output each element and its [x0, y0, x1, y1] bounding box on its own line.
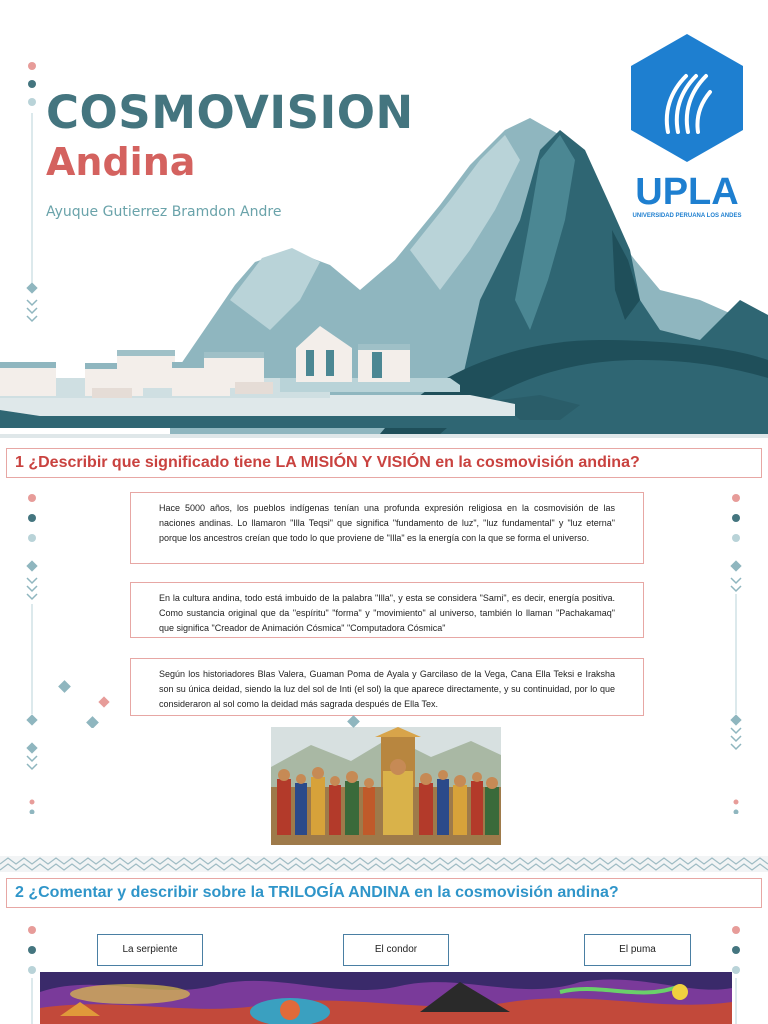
label-serpiente: La serpiente: [97, 934, 203, 966]
left-dots-decoration-2: [22, 494, 42, 814]
slide-question-1: [0, 438, 768, 856]
left-dots-decoration-3: [22, 926, 42, 1024]
svg-text:UNIVERSIDAD PERUANA LOS ANDES: UNIVERSIDAD PERUANA LOS ANDES: [632, 213, 742, 219]
inca-ceremony-painting: [271, 727, 501, 845]
slide-title: [0, 0, 768, 434]
andean-trilogy-mural: [40, 972, 732, 1024]
question-1-text: 1 ¿Describir que significado tiene LA MISIÓN Y VISIÓN en la cosmovisión andina?: [15, 454, 640, 471]
slide-divider-2: [0, 856, 768, 872]
question-1-bar: [6, 448, 762, 478]
left-dots-decoration: [22, 58, 42, 338]
question-2-bar: [6, 878, 762, 908]
label-condor: El condor: [343, 934, 449, 966]
svg-text:UPLA: UPLA: [635, 171, 739, 213]
presentation-title: COSMOVISION: [46, 86, 414, 139]
slide-question-2: [0, 872, 768, 1024]
author-name: Ayuque Gutierrez Bramdon Andre: [46, 204, 282, 220]
paragraph-box-1: Hace 5000 años, los pueblos indígenas tenían una profunda expresión religiosa en la cosmovisión de las naciones andinas. Lo llamaron "Illa Teqsi" que significa "fundamento de luz", "luz fundamental" y "luz eterna" porque los ancestros creían que todo lo que proviene de "Illa" es la energía con la que se forma el universo.: [130, 492, 644, 564]
paragraph-box-2: En la cultura andina, todo está imbuido de la palabra "Illa", y esta se considera "Sami", es decir, energía positiva. Como sustancia original que da "espíritu" "forma" y "movimiento" al universo, también lo llaman "Pachakamaq" que significa "Creador de Animación Cósmica" "Computadora Cósmica": [130, 582, 644, 638]
paragraph-box-3: Según los historiadores Blas Valera, Guaman Poma de Ayala y Garcilaso de la Vega, Cana Ella Teksi e Iraksha son su única deidad, siendo la luz del sol de Inti (el sol) la que aparece directamente, y su continuidad, por lo que consideraron al sol como la deidad más sagrada después de Ella Tex.: [130, 658, 644, 716]
pixel-diamonds-decoration: [56, 678, 114, 728]
presentation-subtitle: Andina: [46, 140, 196, 184]
upla-logo: [628, 34, 746, 224]
right-dots-decoration: [726, 494, 746, 814]
center-diamond-decoration: [346, 714, 362, 730]
question-2-text: 2 ¿Comentar y describir sobre la TRILOGÍA ANDINA en la cosmovisión andina?: [15, 884, 619, 901]
label-puma: El puma: [584, 934, 691, 966]
